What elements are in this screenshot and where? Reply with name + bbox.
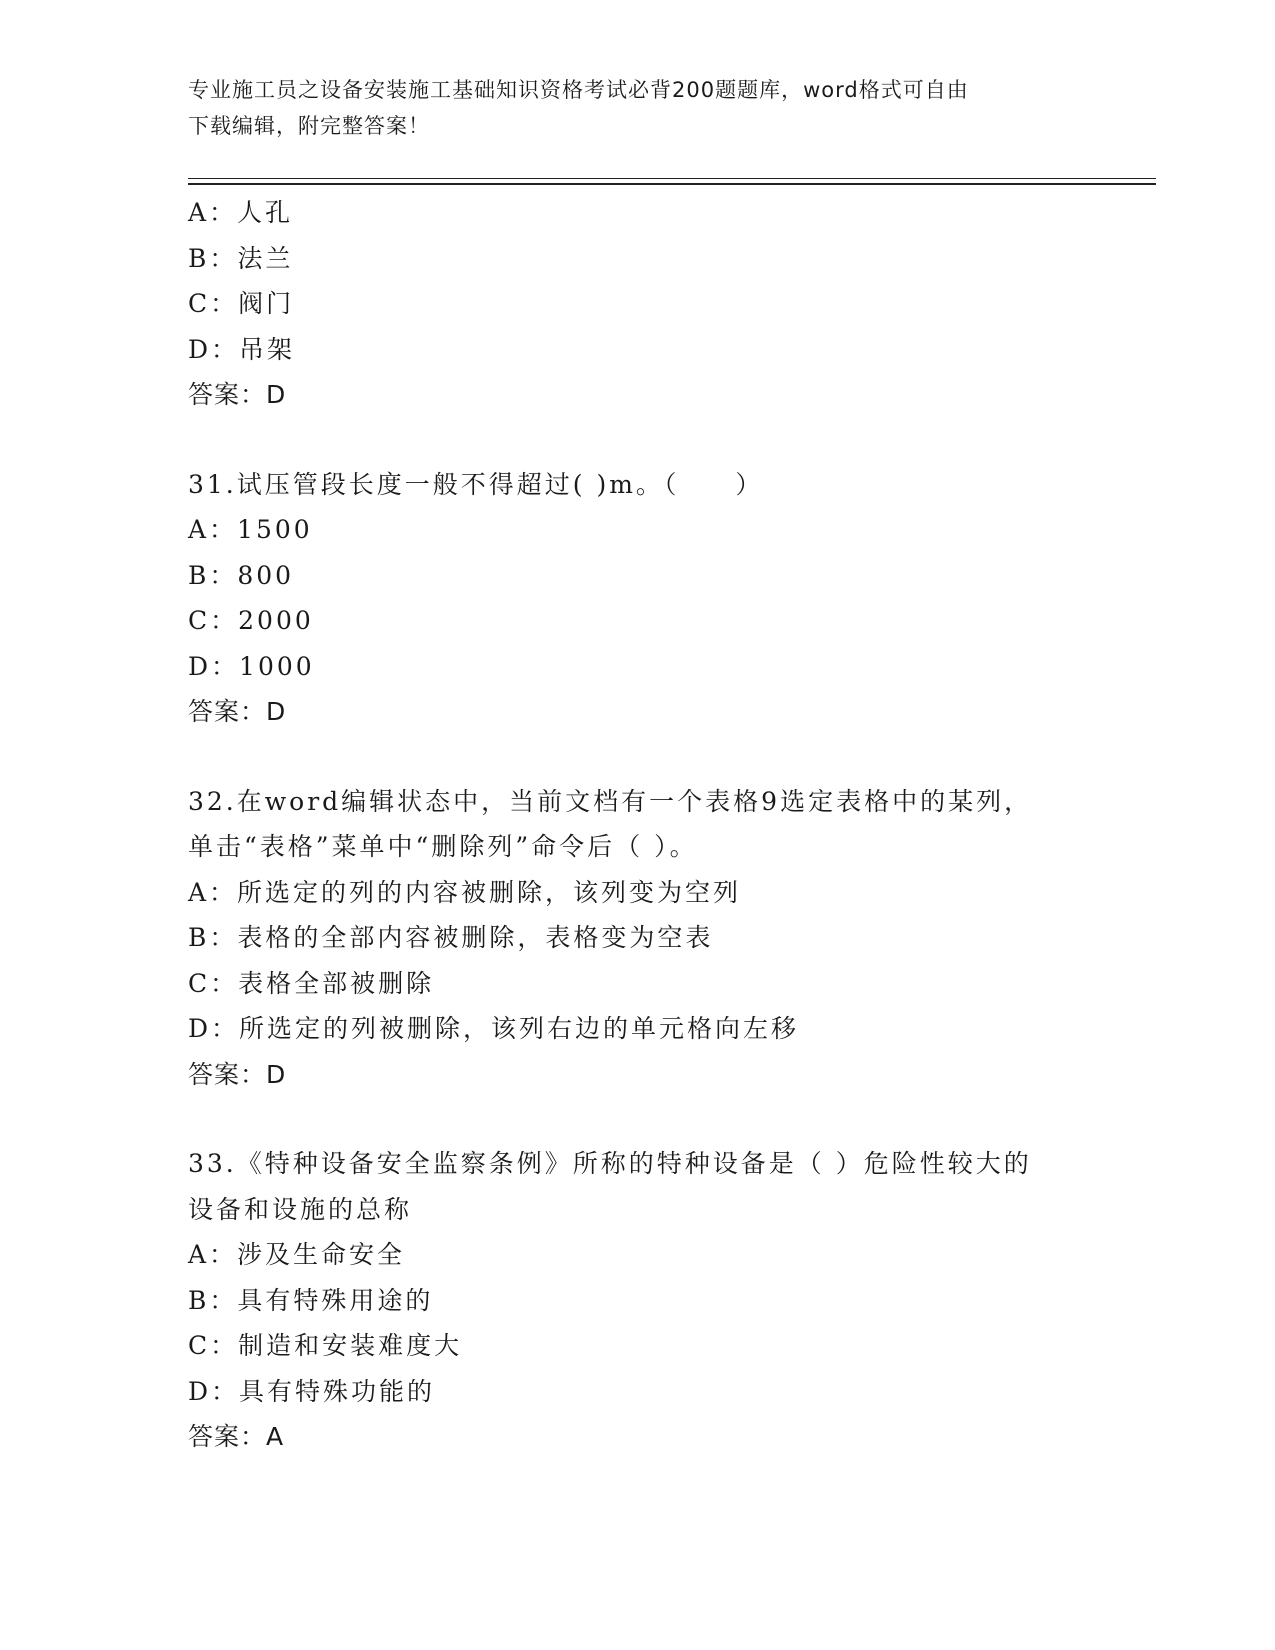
- option-b: B：具有特殊用途的: [188, 1285, 434, 1315]
- option-b: B：表格的全部内容被删除，表格变为空表: [188, 923, 714, 952]
- question-stem-line-1: 33.《特种设备安全监察条例》所称的特种设备是（ ）危险性较大的: [188, 1149, 1032, 1178]
- option-a: A：所选定的列的内容被删除，该列变为空列: [188, 877, 742, 907]
- option-a: A：1500: [188, 515, 313, 544]
- question-list: [188, 190, 1088, 1460]
- question-stem: 31.试压管段长度一般不得超过( )m。（ ）: [188, 469, 764, 499]
- option-a: A：人孔: [188, 198, 294, 227]
- answer-line: 答案：A: [188, 1422, 285, 1451]
- document-header: [188, 72, 1068, 144]
- option-d: D：所选定的列被删除，该列右边的单元格向左移: [188, 1014, 800, 1043]
- option-c: C：制造和安装难度大: [188, 1331, 463, 1360]
- question-stem-line-2: 单击“表格”菜单中“删除列”命令后（ ）。: [188, 832, 698, 861]
- header-title-line-2: 下载编辑，附完整答案！: [188, 114, 430, 138]
- answer-line: 答案：D: [188, 1059, 287, 1089]
- option-d: D：吊架: [188, 334, 296, 364]
- option-c: C：表格全部被删除: [188, 968, 435, 998]
- question-33: [188, 1141, 1088, 1460]
- option-d: D：具有特殊功能的: [188, 1376, 436, 1406]
- question-stem-line-1: 32.在word编辑状态中，当前文档有一个表格9选定表格中的某列，: [188, 786, 1033, 816]
- header-divider-thin: [188, 178, 1156, 179]
- option-c: C：2000: [188, 606, 314, 635]
- answer-line: 答案：D: [188, 697, 287, 726]
- option-b: B：800: [188, 560, 295, 590]
- question-31: [188, 462, 1088, 735]
- header-title-line-1: 专业施工员之设备安装施工基础知识资格考试必背200题题库，word格式可自由: [188, 78, 969, 102]
- question-spacer: [188, 418, 1088, 462]
- option-a: A：涉及生命安全: [188, 1240, 406, 1269]
- option-b: B：法兰: [188, 243, 294, 273]
- option-c: C：阀门: [188, 289, 295, 318]
- question-stem-line-2: 设备和设施的总称: [188, 1194, 413, 1224]
- header-divider-thick: [188, 183, 1156, 185]
- question-30: [188, 190, 1088, 418]
- question-spacer: [188, 735, 1088, 779]
- question-spacer: [188, 1097, 1088, 1141]
- option-d: D：1000: [188, 651, 315, 681]
- question-32: [188, 779, 1088, 1098]
- answer-line: 答案：D: [188, 380, 287, 409]
